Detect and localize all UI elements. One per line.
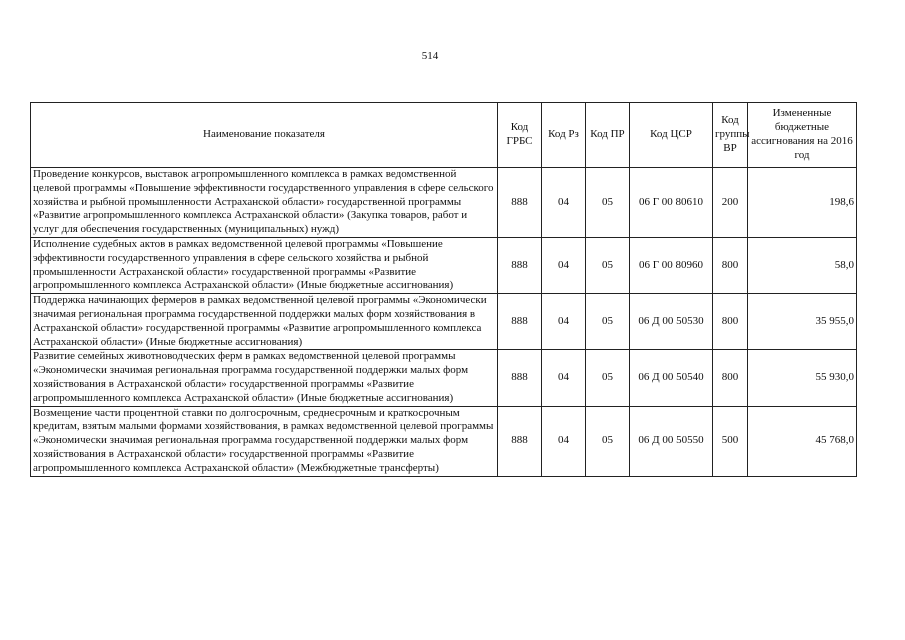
row-pr-cell: 05 xyxy=(586,294,630,350)
row-rz-cell: 04 xyxy=(542,406,586,476)
row-csr-cell: 06 Д 00 50540 xyxy=(630,350,713,406)
header-amount: Измененные бюджетные ассигнования на 2016 год xyxy=(748,103,857,168)
row-rz-cell: 04 xyxy=(542,237,586,293)
header-grbs: Код ГРБС xyxy=(498,103,542,168)
header-vr: Код группы ВР xyxy=(713,103,748,168)
table-row xyxy=(31,237,857,293)
row-rz-cell: 04 xyxy=(542,168,586,238)
row-vr-cell: 800 xyxy=(713,294,748,350)
row-name-cell: Возмещение части процентной ставки по долгосрочным, среднесрочным и краткосрочным кредитам, взятым малыми формами хозяйствования, в рамках ведомственной целевой программы «Экономически значимая региональная программа государственной поддержки малых форм хозяйствования в Астраханской области» государственной программы «Развитие агропромышленного комплекса Астраханской области» (Межбюджетные трансферты) xyxy=(31,406,498,476)
table-row xyxy=(31,168,857,238)
row-amount-cell: 35 955,0 xyxy=(748,294,857,350)
row-grbs-cell: 888 xyxy=(498,294,542,350)
row-csr-cell: 06 Д 00 50530 xyxy=(630,294,713,350)
row-grbs-cell: 888 xyxy=(498,237,542,293)
row-csr-cell: 06 Д 00 50550 xyxy=(630,406,713,476)
header-pr: Код ПР xyxy=(586,103,630,168)
header-name: Наименование показателя xyxy=(31,103,498,168)
budget-table xyxy=(30,102,857,477)
row-name-cell: Проведение конкурсов, выставок агропромышленного комплекса в рамках ведомственной целевой программы «Повышение эффективности государственного управления в сфере сельского хозяйства и рыбной промышленности Астраханской области» государственной программы «Развитие агропромышленного комплекса Астраханской области» (Закупка товаров, работ и услуг для обеспечения государственных (муниципальных) нужд) xyxy=(31,168,498,238)
row-grbs-cell: 888 xyxy=(498,406,542,476)
row-grbs-cell: 888 xyxy=(498,350,542,406)
table-row xyxy=(31,406,857,476)
row-pr-cell: 05 xyxy=(586,237,630,293)
row-vr-cell: 500 xyxy=(713,406,748,476)
row-rz-cell: 04 xyxy=(542,294,586,350)
row-csr-cell: 06 Г 00 80960 xyxy=(630,237,713,293)
row-vr-cell: 800 xyxy=(713,237,748,293)
row-name-cell: Развитие семейных животноводческих ферм в рамках ведомственной целевой программы «Экономически значимая региональная программа государственной поддержки малых форм хозяйствования в Астраханской области» государственной программы «Развитие агропромышленного комплекса Астраханской области» (Иные бюджетные ассигнования) xyxy=(31,350,498,406)
table-row xyxy=(31,350,857,406)
header-csr: Код ЦСР xyxy=(630,103,713,168)
row-vr-cell: 800 xyxy=(713,350,748,406)
row-vr-cell: 200 xyxy=(713,168,748,238)
row-pr-cell: 05 xyxy=(586,168,630,238)
header-rz: Код Рз xyxy=(542,103,586,168)
page-number: 514 xyxy=(421,50,439,62)
row-name-cell: Поддержка начинающих фермеров в рамках ведомственной целевой программы «Экономически значимая региональная программа государственной поддержки малых форм хозяйствования в Астраханской области» государственной программы «Развитие агропромышленного комплекса Астраханской области» (Иные бюджетные ассигнования) xyxy=(31,294,498,350)
table-row xyxy=(31,294,857,350)
row-name-cell: Исполнение судебных актов в рамках ведомственной целевой программы «Повышение эффективности государственного управления в сфере сельского хозяйства и рыбной промышленности Астраханской области» государственной программы «Развитие агропромышленного комплекса Астраханской области» (Иные бюджетные ассигнования) xyxy=(31,237,498,293)
row-amount-cell: 45 768,0 xyxy=(748,406,857,476)
row-grbs-cell: 888 xyxy=(498,168,542,238)
row-csr-cell: 06 Г 00 80610 xyxy=(630,168,713,238)
row-rz-cell: 04 xyxy=(542,350,586,406)
table-header-row xyxy=(31,103,857,168)
row-pr-cell: 05 xyxy=(586,350,630,406)
row-amount-cell: 198,6 xyxy=(748,168,857,238)
row-pr-cell: 05 xyxy=(586,406,630,476)
row-amount-cell: 58,0 xyxy=(748,237,857,293)
row-amount-cell: 55 930,0 xyxy=(748,350,857,406)
